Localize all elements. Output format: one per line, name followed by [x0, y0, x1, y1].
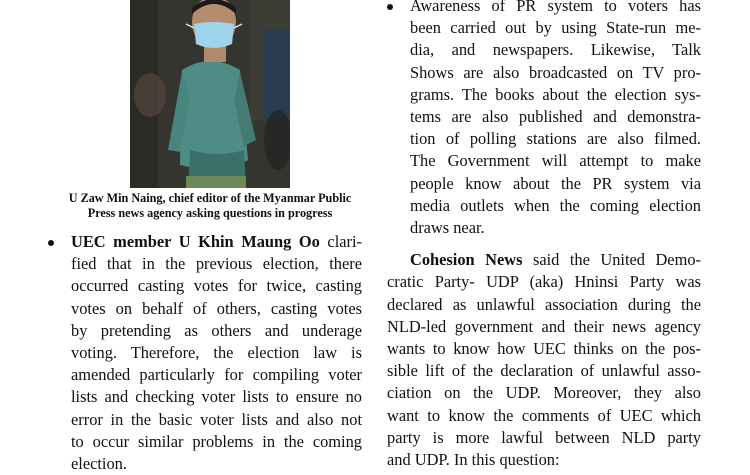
text-line: Awareness of PR system to voters has — [410, 0, 701, 15]
text-line: wants to know how UEC thinks on the pos- — [387, 339, 701, 359]
news-photo — [130, 0, 290, 188]
text-line: sible lift of the declaration of unlawful asso- — [387, 361, 701, 381]
text-line: votes on behalf of others, casting votes — [71, 298, 362, 318]
photo-illustration — [130, 0, 290, 188]
text-line: election. — [71, 454, 127, 474]
text-line: occurred casting votes for twice, casting — [71, 276, 362, 296]
text-line: cratic Party- UDP (aka) Hninsi Party was — [387, 272, 701, 292]
photo-caption — [40, 191, 380, 221]
speaker-name: UEC member U Khin Maung Oo — [71, 232, 320, 251]
text-line: to occur similar problems in the coming — [71, 431, 362, 451]
right-column — [387, 0, 701, 471]
caption-line-1: U Zaw Min Naing, chief editor of the Myanmar Public — [68, 191, 352, 205]
text-line: fied that in the previous election, there — [71, 254, 362, 274]
outlet-name: Cohesion News — [410, 250, 523, 270]
text-line: lists and checking voter lists to ensure no — [71, 387, 362, 407]
text-line: people know about the PR system via — [410, 173, 701, 193]
text-line: error in the basic voter lists and also not — [71, 409, 362, 429]
text-line: clari- — [319, 232, 362, 251]
paragraph-cohesion-news — [387, 249, 701, 471]
text-line: by pretending as others and underage — [71, 320, 362, 340]
text-line: draws near. — [410, 218, 485, 238]
left-column — [48, 231, 362, 475]
text-line: The Government will attempt to make — [410, 151, 701, 171]
text-line: party is more lawful between NLD party — [387, 427, 701, 447]
text-line: grams. The books about the election sys- — [410, 84, 701, 104]
text-line: voting. Therefore, the election law is — [71, 343, 362, 363]
caption-line-2: Press news agency asking questions in progress — [87, 206, 333, 220]
text-line: dia, and newspapers. Likewise, Talk — [410, 40, 701, 60]
text-line: want to know the comments of UEC which — [387, 405, 701, 425]
text-line: NLD-led government and their news agency — [387, 316, 701, 336]
text-line: tems are also published and demonstra- — [410, 107, 701, 127]
text-line: and UDP. In this question: — [387, 450, 560, 470]
bullet-icon — [48, 240, 54, 246]
text-line: declared as unlawful association during the — [387, 294, 701, 314]
text-line: been carried out by using State-run me- — [410, 18, 701, 38]
bullet-pr-awareness — [387, 0, 701, 239]
text-line: amended particularly for compiling voter — [71, 365, 362, 385]
bullet-icon — [387, 4, 393, 10]
text-line: said the United Demo- — [522, 250, 701, 270]
text-line: ciation on the UDP. Moreover, they also — [387, 383, 701, 403]
text-line: media outlets when the coming election — [410, 195, 701, 215]
bullet-uec-member — [48, 231, 362, 475]
text-line: tion of polling stations are also filmed. — [410, 129, 701, 149]
text-line: Shows are also broadcasted on TV pro- — [410, 62, 701, 82]
